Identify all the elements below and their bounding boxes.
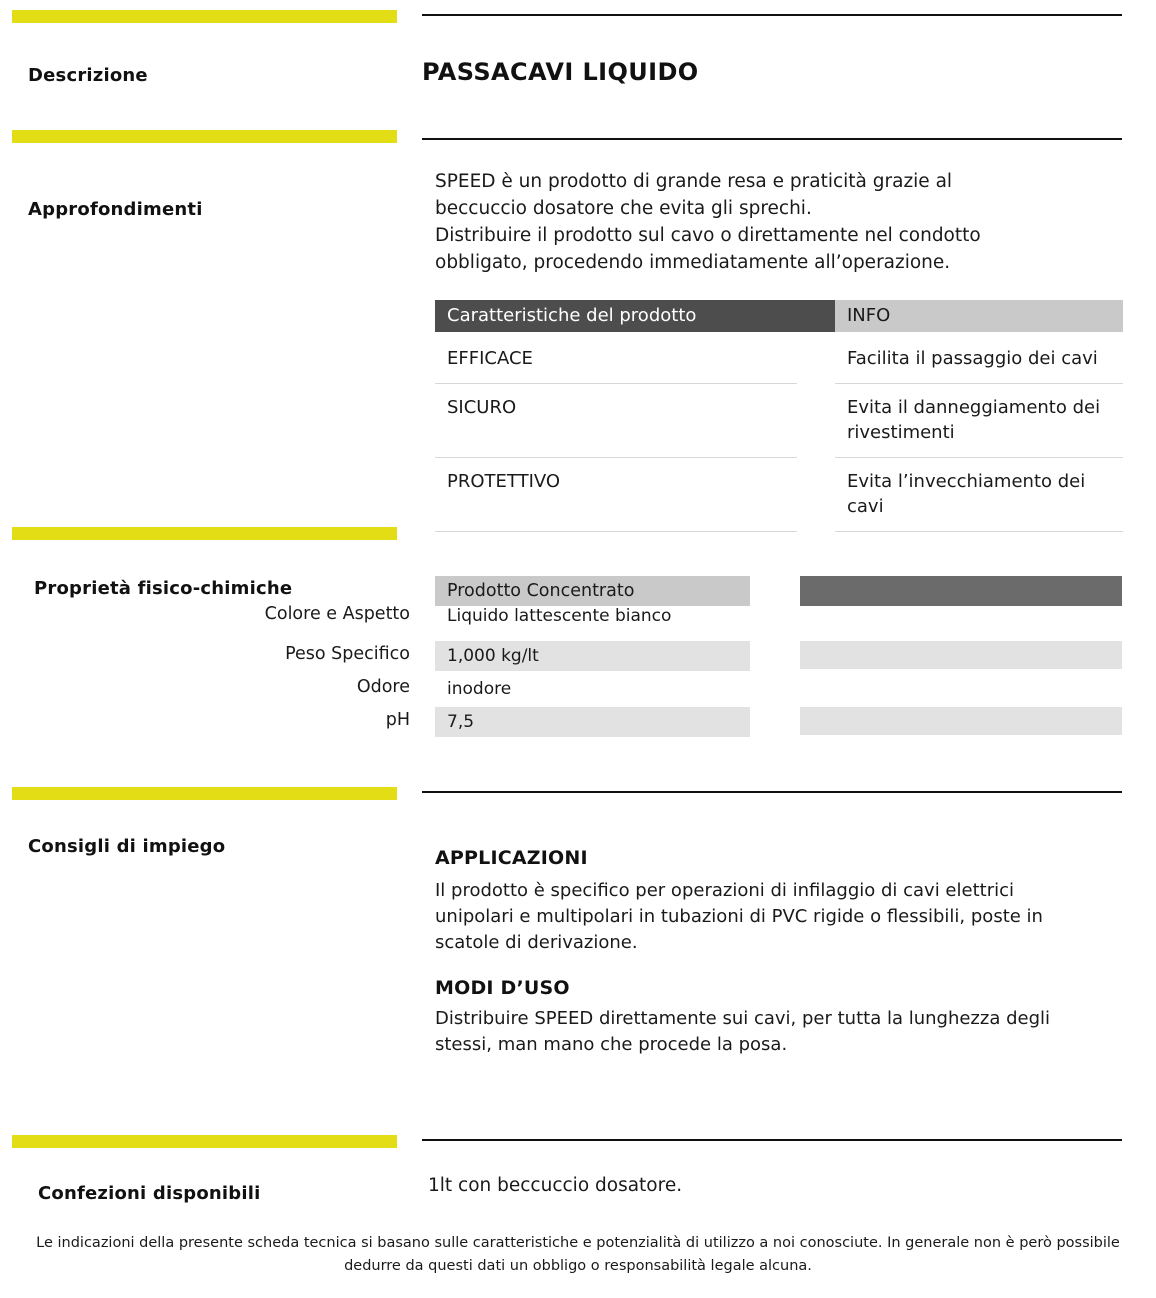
proprieta-value-odore: inodore [447, 679, 512, 699]
intro-line-3: Distribuire il prodotto sul cavo o direttamente nel condotto [435, 225, 981, 246]
rule-descrizione-top [422, 14, 1122, 16]
applicazioni-line-3: scatole di derivazione. [435, 932, 638, 953]
proprieta-value-peso: 1,000 kg/lt [435, 641, 750, 671]
legal-footer [0, 1232, 1156, 1278]
features-table [435, 300, 1123, 532]
intro-line-4: obbligato, procedendo immediatamente all’operazione. [435, 252, 951, 273]
features-header-spacer [797, 300, 835, 332]
modi-duso-heading: MODI D’USO [435, 977, 570, 999]
table-row [435, 458, 1123, 532]
modi-duso-line-2: stessi, man mano che procede la posa. [435, 1034, 788, 1055]
proprieta-label-odore: Odore [356, 677, 410, 697]
proprieta-column-header: Prodotto Concentrato [435, 576, 750, 606]
proprieta-right-block-ph [800, 707, 1122, 735]
feature-info: Facilita il passaggio dei cavi [835, 332, 1123, 384]
section-label-consigli: Consigli di impiego [28, 836, 226, 857]
section-label-approfondimenti: Approfondimenti [28, 199, 203, 220]
features-table-header-row [435, 300, 1123, 332]
proprieta-value-ph: 7,5 [435, 707, 750, 737]
features-header-info: INFO [835, 300, 1123, 332]
modi-duso-line-1: Distribuire SPEED direttamente sui cavi, per tutta la lunghezza degli [435, 1008, 1051, 1029]
row-spacer [797, 384, 835, 458]
accent-bar-consigli [12, 787, 397, 800]
rule-descrizione-bottom [422, 138, 1122, 140]
intro-line-2: beccuccio dosatore che evita gli sprechi. [435, 198, 812, 219]
confezioni-value: 1lt con beccuccio dosatore. [428, 1175, 683, 1196]
feature-info: Evita l’invecchiamento dei cavi [835, 458, 1123, 532]
table-row [435, 384, 1123, 458]
footer-line-1: Le indicazioni della presente scheda tecnica si basano sulle caratteristiche e potenzialità di utilizzo a noi conosciute. In generale non è però possibile [36, 1235, 1120, 1251]
proprieta-label-peso: Peso Specifico [285, 644, 410, 664]
feature-name: EFFICACE [435, 332, 797, 384]
rule-consigli-top [422, 791, 1122, 793]
intro-line-1: SPEED è un prodotto di grande resa e praticità grazie al [435, 171, 953, 192]
feature-name: PROTETTIVO [435, 458, 797, 532]
proprieta-header-right-block [800, 576, 1122, 606]
accent-bar-approfondimenti [12, 130, 397, 143]
footer-line-2: dedurre da questi dati un obbligo o responsabilità legale alcuna. [344, 1258, 812, 1274]
section-label-proprieta: Proprietà fisico-chimiche [34, 578, 293, 599]
feature-info: Evita il danneggiamento dei rivestimenti [835, 384, 1123, 458]
feature-name: SICURO [435, 384, 797, 458]
applicazioni-heading: APPLICAZIONI [435, 847, 588, 869]
intro-paragraph [435, 168, 1095, 276]
table-row [435, 332, 1123, 384]
section-label-descrizione: Descrizione [28, 65, 148, 86]
section-label-confezioni: Confezioni disponibili [38, 1183, 261, 1204]
proprieta-label-ph: pH [385, 710, 410, 730]
applicazioni-line-1: Il prodotto è specifico per operazioni di infilaggio di cavi elettrici [435, 880, 1014, 901]
accent-bar-confezioni [12, 1135, 397, 1148]
applicazioni-line-2: unipolari e multipolari in tubazioni di PVC rigide o flessibili, poste in [435, 906, 1043, 927]
rule-confezioni-top [422, 1139, 1122, 1141]
row-spacer [797, 458, 835, 532]
row-spacer [797, 332, 835, 384]
product-title: PASSACAVI LIQUIDO [422, 58, 699, 86]
proprieta-value-colore: Liquido lattescente bianco [447, 606, 672, 626]
modi-duso-body [435, 1006, 1085, 1058]
proprieta-right-block-peso [800, 641, 1122, 669]
accent-bar-descrizione [12, 10, 397, 23]
applicazioni-body [435, 878, 1085, 956]
accent-bar-proprieta [12, 527, 397, 540]
features-header-caratteristiche: Caratteristiche del prodotto [435, 300, 797, 332]
proprieta-label-colore: Colore e Aspetto [264, 604, 410, 624]
